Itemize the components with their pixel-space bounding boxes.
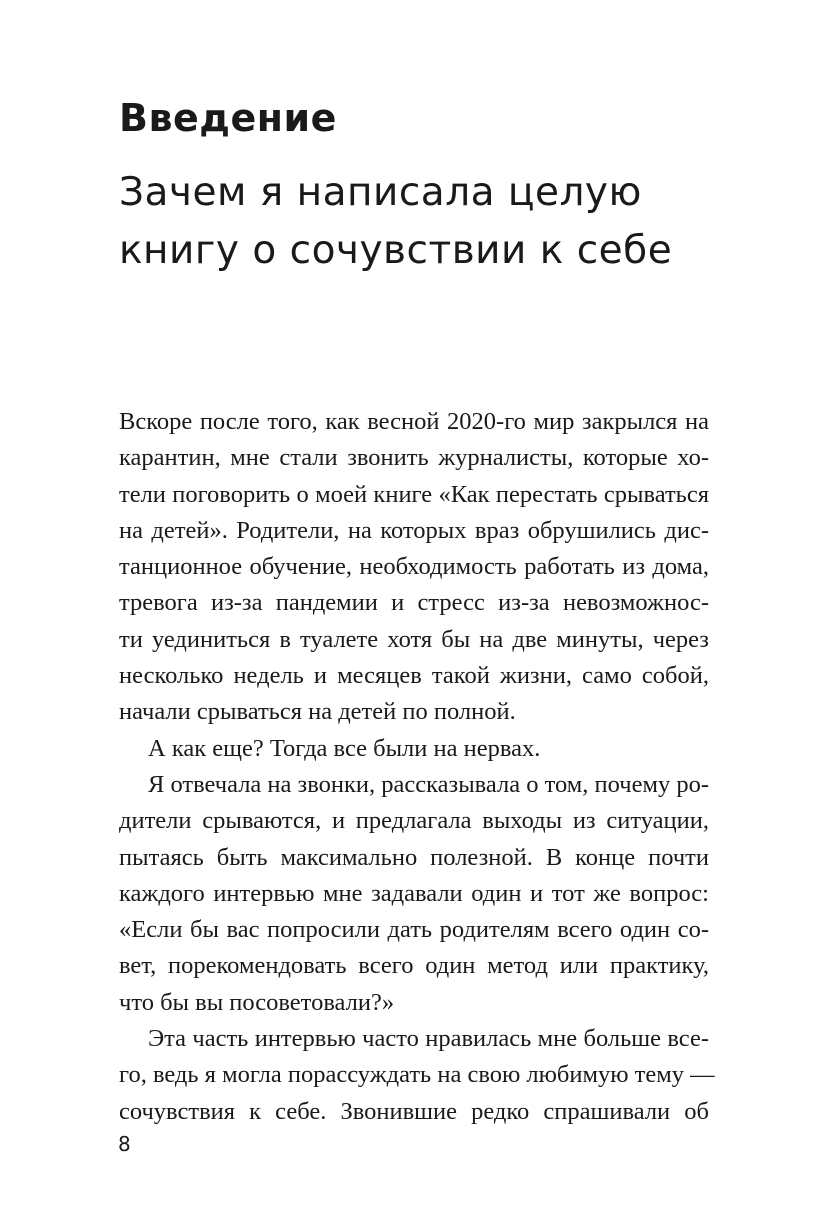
text-line: каждого интервью мне задавали один и тот же вопрос:	[119, 879, 709, 907]
text-line: что бы вы посоветовали?»	[119, 988, 395, 1016]
chapter-label: Введение	[119, 96, 337, 140]
text-line: тревога из-за пандемии и стресс из-за невозможнос-	[119, 589, 709, 617]
text-line: Эта часть интервью часто нравилась мне больше все-	[148, 1025, 709, 1053]
text-line: начали срываться на детей по полной.	[119, 698, 516, 726]
text-line: танционное обучение, необходимость работать из дома,	[119, 553, 709, 581]
chapter-title-line: Зачем я написала целую	[119, 170, 642, 215]
text-line: А как еще? Тогда все были на нервах.	[148, 734, 541, 762]
text-line: дители срываются, и предлагала выходы из ситуации,	[119, 807, 709, 835]
text-line: го, ведь я могла порассуждать на свою любимую тему —	[119, 1061, 715, 1089]
text-line: на детей». Родители, на которых враз обрушились дис-	[119, 516, 709, 544]
text-line: «Если бы вас попросили дать родителям всего один со-	[119, 916, 709, 944]
text-line: тели поговорить о моей книге «Как перестать срываться	[119, 480, 709, 508]
text-line: несколько недель и месяцев такой жизни, само собой,	[119, 662, 709, 690]
text-line: Я отвечала на звонки, рассказывала о том, почему ро-	[148, 770, 709, 798]
text-line: Вскоре после того, как весной 2020-го мир закрылся на	[119, 408, 709, 435]
chapter-title-line: книгу о сочувствии к себе	[119, 228, 673, 273]
text-line: карантин, мне стали звонить журналисты, которые хо-	[119, 444, 709, 472]
body-text	[119, 404, 715, 1130]
text-line: сочувствия к себе. Звонившие редко спрашивали об	[119, 1097, 709, 1125]
text-line: пытаясь быть максимально полезной. В конце почти	[119, 843, 709, 871]
text-line: ти уединиться в туалете хотя бы на две минуты, через	[119, 625, 709, 653]
page-number: 8	[118, 1132, 131, 1156]
chapter-title	[119, 164, 759, 280]
text-line: вет, порекомендовать всего один метод или практику,	[119, 952, 709, 980]
